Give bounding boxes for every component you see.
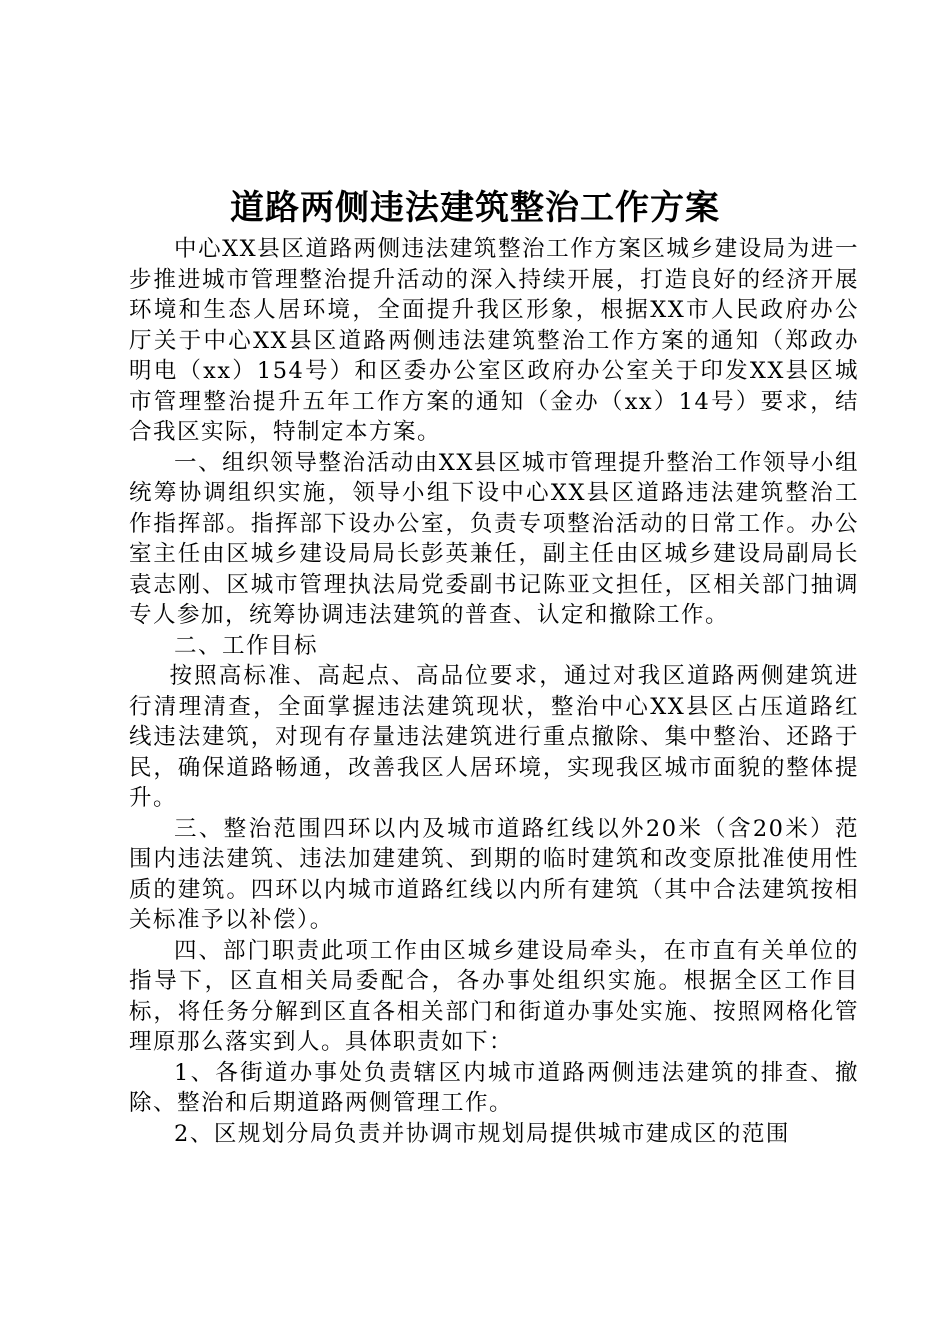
heading-section-2: 二、工作目标 — [174, 632, 319, 659]
list-item-1: 1、各街道办事处负责辖区内城市道路两侧违法建筑的排查、撤除、整治和后期道路两侧管理工作。 — [129, 1059, 859, 1116]
list-item-2: 2、区规划分局负责并协调市规划局提供城市建成区的范围 — [174, 1120, 790, 1147]
paragraph-section-4: 四、部门职责此项工作由区城乡建设局牵头，在市直有关单位的指导下，区直相关局委配合，各办事处组织实施。根据全区工作目标，将任务分解到区直各相关部门和街道办事处实施、按照网格化管理原那么落实到人。具体职责如下： — [129, 937, 859, 1055]
paragraph-section-2: 按照高标准、高起点、高品位要求，通过对我区道路两侧建筑进行清理清查，全面掌握违法建筑现状，整治中心XX县区占压道路红线违法建筑，对现有存量违法建筑进行重点撤除、集中整治、还路于民，确保道路畅通，改善我区人居环境，实现我区城市面貌的整体提升。 — [129, 663, 859, 811]
paragraph-intro: 中心XX县区道路两侧违法建筑整治工作方案区城乡建设局为进一步推进城市管理整治提升活动的深入持续开展，打造良好的经济开展环境和生态人居环境，全面提升我区形象，根据XX市人民政府办公厅关于中心XX县区道路两侧违法建筑整治工作方案的通知（郑政办明电（xx）154号）和区委办公室区政府办公室关于印发XX县区城市管理整治提升五年工作方案的通知（金办（xx）14号）要求，结合我区实际，特制定本方案。 — [129, 236, 859, 445]
paragraph-section-3: 三、整治范围四环以内及城市道路红线以外20米（含20米）范围内违法建筑、违法加建建筑、到期的临时建筑和改变原批准使用性质的建筑。四环以内城市道路红线以内所有建筑（其中合法建筑按相关标准予以补偿）。 — [129, 815, 859, 933]
document-title: 道路两侧违法建筑整治工作方案 — [230, 188, 720, 228]
paragraph-section-1: 一、组织领导整治活动由XX县区城市管理提升整治工作领导小组统筹协调组织实施，领导小组下设中心XX县区道路违法建筑整治工作指挥部。指挥部下设办公室，负责专项整治活动的日常工作。办公室主任由区城乡建设局局长彭英兼任，副主任由区城乡建设局副局长袁志刚、区城市管理执法局党委副书记陈亚文担任，区相关部门抽调专人参加，统筹协调违法建筑的普查、认定和撤除工作。 — [129, 449, 859, 628]
document-body — [129, 234, 859, 1149]
